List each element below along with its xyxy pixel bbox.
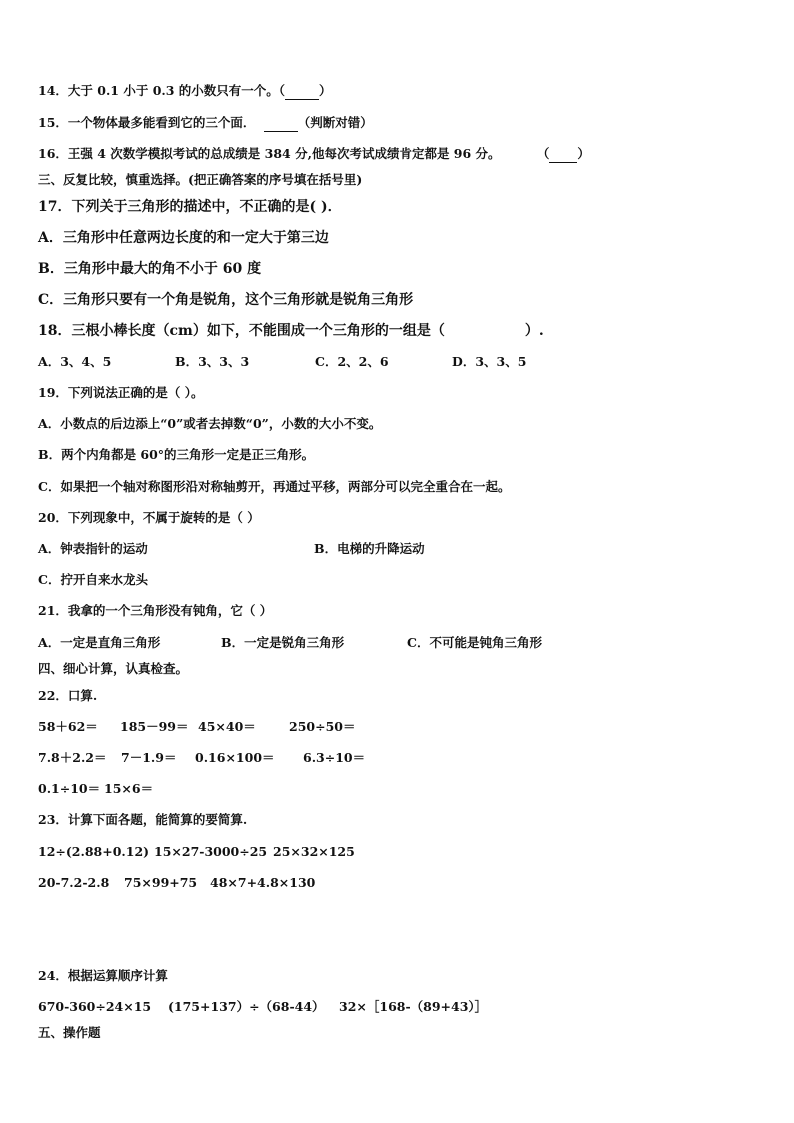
mental-math-item: 185－99＝	[120, 719, 189, 734]
calculation-item: 670-360÷24×15	[38, 999, 152, 1014]
question-17-option-a[interactable]: A．三角形中任意两边长度的和一定大于第三边	[38, 230, 329, 246]
question-15-suffix: （判断对错）	[297, 115, 373, 130]
question-22-stem: 22．口算.	[38, 688, 98, 703]
question-16-open: （	[536, 146, 550, 161]
calculation-item: 48×7+4.8×130	[210, 875, 316, 890]
answer-blank[interactable]	[549, 146, 577, 163]
mental-math-item: 15×6＝	[104, 781, 154, 796]
question-19-option-c[interactable]: C．如果把一个轴对称图形沿对称轴剪开，再通过平移，两部分可以完全重合在一起。	[38, 479, 511, 494]
mental-math-item: 6.3÷10＝	[303, 750, 366, 765]
question-14	[38, 83, 332, 100]
question-15-text: 15．一个物体最多能看到它的三个面．	[38, 115, 256, 130]
question-23-stem: 23．计算下面各题，能简算的要简算.	[38, 812, 248, 827]
question-21-stem: 21．我拿的一个三角形没有钝角，它（ ）	[38, 603, 273, 618]
question-22-row-3	[38, 781, 153, 797]
question-24-row-1	[38, 999, 487, 1015]
mental-math-item: 58＋62＝	[38, 719, 98, 734]
question-21-options	[38, 635, 542, 651]
mental-math-item: 7－1.9＝	[121, 750, 177, 765]
mental-math-item: 250÷50＝	[289, 719, 356, 734]
mental-math-item: 7.8＋2.2＝	[38, 750, 107, 765]
question-20-stem: 20．下列现象中，不属于旋转的是（ ）	[38, 510, 260, 525]
section-4-heading: 四、细心计算，认真检查。	[38, 661, 189, 676]
answer-blank[interactable]	[285, 83, 319, 100]
question-16-text: 16．王强 4 次数学模拟考试的总成绩是 384 分,他每次考试成绩肯定都是 96 分。	[38, 146, 501, 161]
question-22-row-1	[38, 719, 355, 735]
question-20-options	[38, 541, 425, 557]
question-20-option-c[interactable]: C．拧开自来水龙头	[38, 572, 148, 587]
question-18-option-a[interactable]: A．3、4、5	[38, 354, 112, 369]
question-17-option-b[interactable]: B．三角形中最大的角不小于 60 度	[38, 261, 262, 277]
question-14-text: 14．大于 0.1 小于 0.3 的小数只有一个。（	[38, 83, 286, 98]
question-18-stem: 18．三根小棒长度（cm）如下，不能围成一个三角形的一组是（	[38, 323, 445, 339]
calculation-item: 32×［168-（89+43）］	[339, 999, 488, 1014]
calculation-item: 25×32×125	[273, 844, 355, 859]
question-18-option-c[interactable]: C．2、2、6	[315, 354, 389, 369]
question-19-stem: 19．下列说法正确的是（ ）。	[38, 385, 204, 400]
question-22-row-2	[38, 750, 365, 766]
question-16-close: ）	[577, 146, 590, 161]
mental-math-item: 0.1÷10＝	[38, 781, 101, 796]
question-16	[38, 146, 590, 163]
calculation-item: 20-7.2-2.8	[38, 875, 110, 890]
question-19-option-b[interactable]: B．两个内角都是 60°的三角形一定是正三角形。	[38, 447, 315, 462]
question-18-option-d[interactable]: D．3、3、5	[452, 354, 527, 369]
calculation-item: 12÷(2.88+0.12)	[38, 844, 150, 859]
question-20-option-a[interactable]: A．钟表指针的运动	[38, 541, 148, 556]
calculation-item: 15×27-3000÷25	[154, 844, 268, 859]
question-21-option-c[interactable]: C．不可能是钝角三角形	[407, 635, 542, 650]
question-15	[38, 115, 373, 132]
question-14-close: ）	[319, 83, 332, 98]
question-23-row-1	[38, 844, 355, 860]
question-17-option-c[interactable]: C．三角形只要有一个角是锐角，这个三角形就是锐角三角形	[38, 292, 414, 308]
question-20-option-b[interactable]: B．电梯的升降运动	[314, 541, 425, 556]
question-23-row-2	[38, 875, 315, 891]
question-18-close: ）.	[524, 323, 544, 339]
question-18-stem-line	[38, 322, 544, 340]
question-18-option-b[interactable]: B．3、3、3	[175, 354, 250, 369]
question-21-option-b[interactable]: B．一定是锐角三角形	[221, 635, 345, 650]
mental-math-item: 0.16×100＝	[195, 750, 275, 765]
question-17-stem: 17．下列关于三角形的描述中，不正确的是( )．	[38, 199, 342, 215]
section-3-heading: 三、反复比较，慎重选择。(把正确答案的序号填在括号里)	[38, 172, 363, 187]
question-19-option-a[interactable]: A．小数点的后边添上“0”或者去掉数“0”，小数的大小不变。	[38, 416, 382, 431]
calculation-item: 75×99+75	[124, 875, 198, 890]
section-5-heading: 五、操作题	[38, 1025, 101, 1040]
answer-blank[interactable]	[264, 115, 298, 132]
question-21-option-a[interactable]: A．一定是直角三角形	[38, 635, 161, 650]
answer-space[interactable]	[445, 322, 525, 340]
mental-math-item: 45×40＝	[198, 719, 256, 734]
calculation-item: (175+137）÷（68-44）	[168, 999, 325, 1014]
question-24-stem: 24．根据运算顺序计算	[38, 968, 168, 983]
question-18-options	[38, 354, 526, 370]
